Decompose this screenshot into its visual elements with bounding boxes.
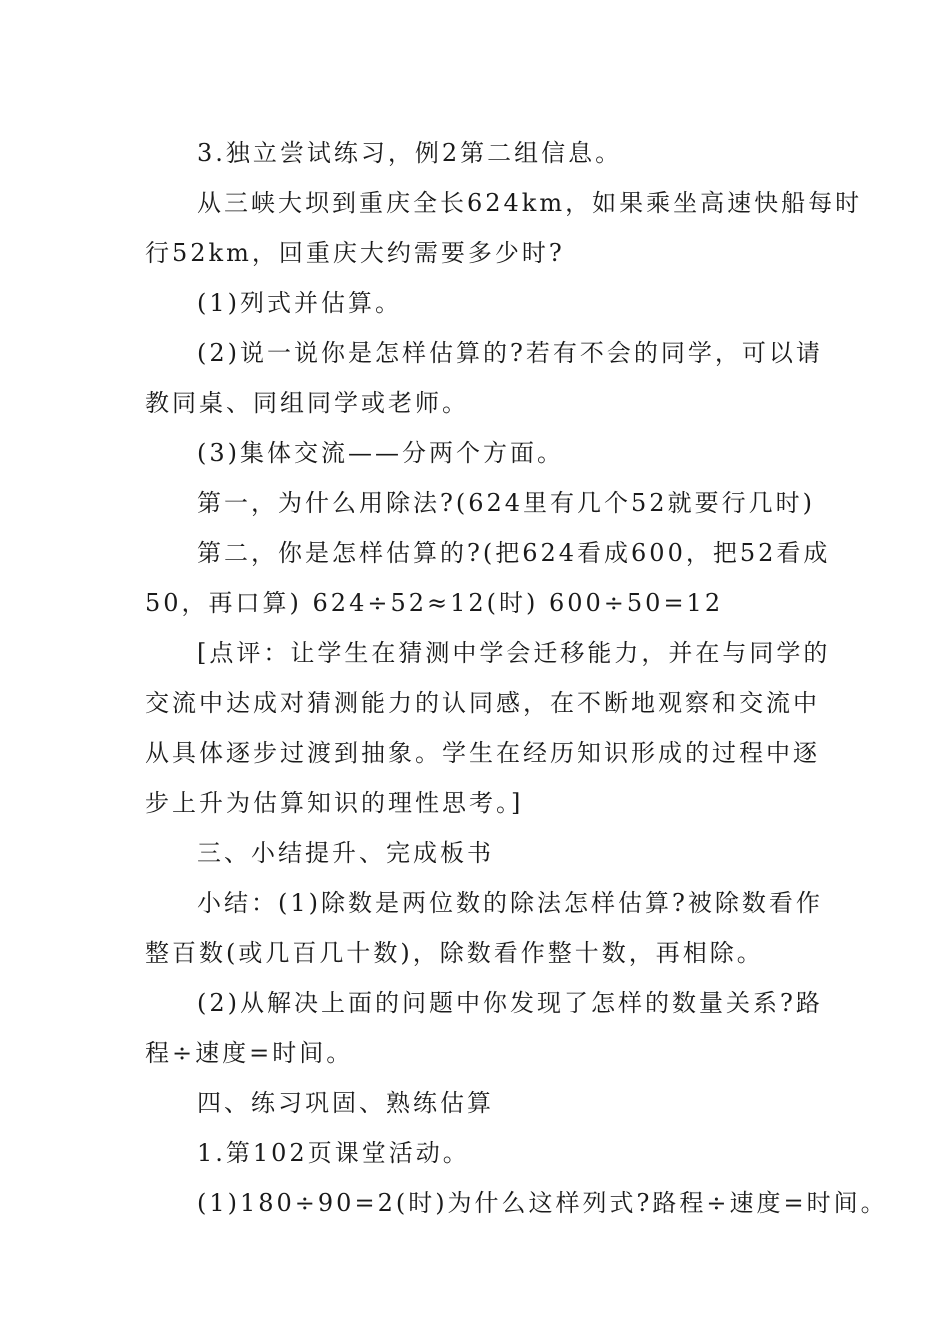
text-line: 3.独立尝试练习，例2第二组信息。	[197, 139, 623, 167]
text-line: [点评：让学生在猜测中学会迁移能力，并在与同学的	[197, 639, 831, 667]
text-line: (3)集体交流——分两个方面。	[197, 439, 564, 467]
text-line: 步上升为估算知识的理性思考。]	[145, 789, 524, 817]
text-line: 50，再口算) 624÷52≈12(时) 600÷50=12	[145, 589, 724, 617]
text-line: 整百数(或几百几十数)，除数看作整十数，再相除。	[145, 939, 764, 967]
text-line: 小结：(1)除数是两位数的除法怎样估算?被除数看作	[197, 889, 823, 917]
text-line: (2)说一说你是怎样估算的?若有不会的同学，可以请	[197, 339, 823, 367]
text-line: 第二，你是怎样估算的?(把624看成600，把52看成	[197, 539, 831, 567]
text-line: (1)180÷90=2(时)为什么这样列式?路程÷速度=时间。	[197, 1189, 888, 1217]
text-line: 从具体逐步过渡到抽象。学生在经历知识形成的过程中逐	[145, 739, 820, 767]
text-line: 程÷速度=时间。	[145, 1039, 354, 1067]
text-line: 交流中达成对猜测能力的认同感，在不断地观察和交流中	[145, 689, 820, 717]
text-line: (2)从解决上面的问题中你发现了怎样的数量关系?路	[197, 989, 823, 1017]
text-line: (1)列式并估算。	[197, 289, 402, 317]
section-heading: 三、小结提升、完成板书	[197, 839, 494, 867]
section-heading: 四、练习巩固、熟练估算	[197, 1089, 494, 1117]
text-line: 行52km，回重庆大约需要多少时?	[145, 239, 565, 267]
text-line: 从三峡大坝到重庆全长624km，如果乘坐高速快船每时	[197, 189, 863, 217]
text-line: 第一，为什么用除法?(624里有几个52就要行几时)	[197, 489, 815, 517]
text-line: 1.第102页课堂活动。	[197, 1139, 470, 1167]
text-line: 教同桌、同组同学或老师。	[145, 389, 469, 417]
